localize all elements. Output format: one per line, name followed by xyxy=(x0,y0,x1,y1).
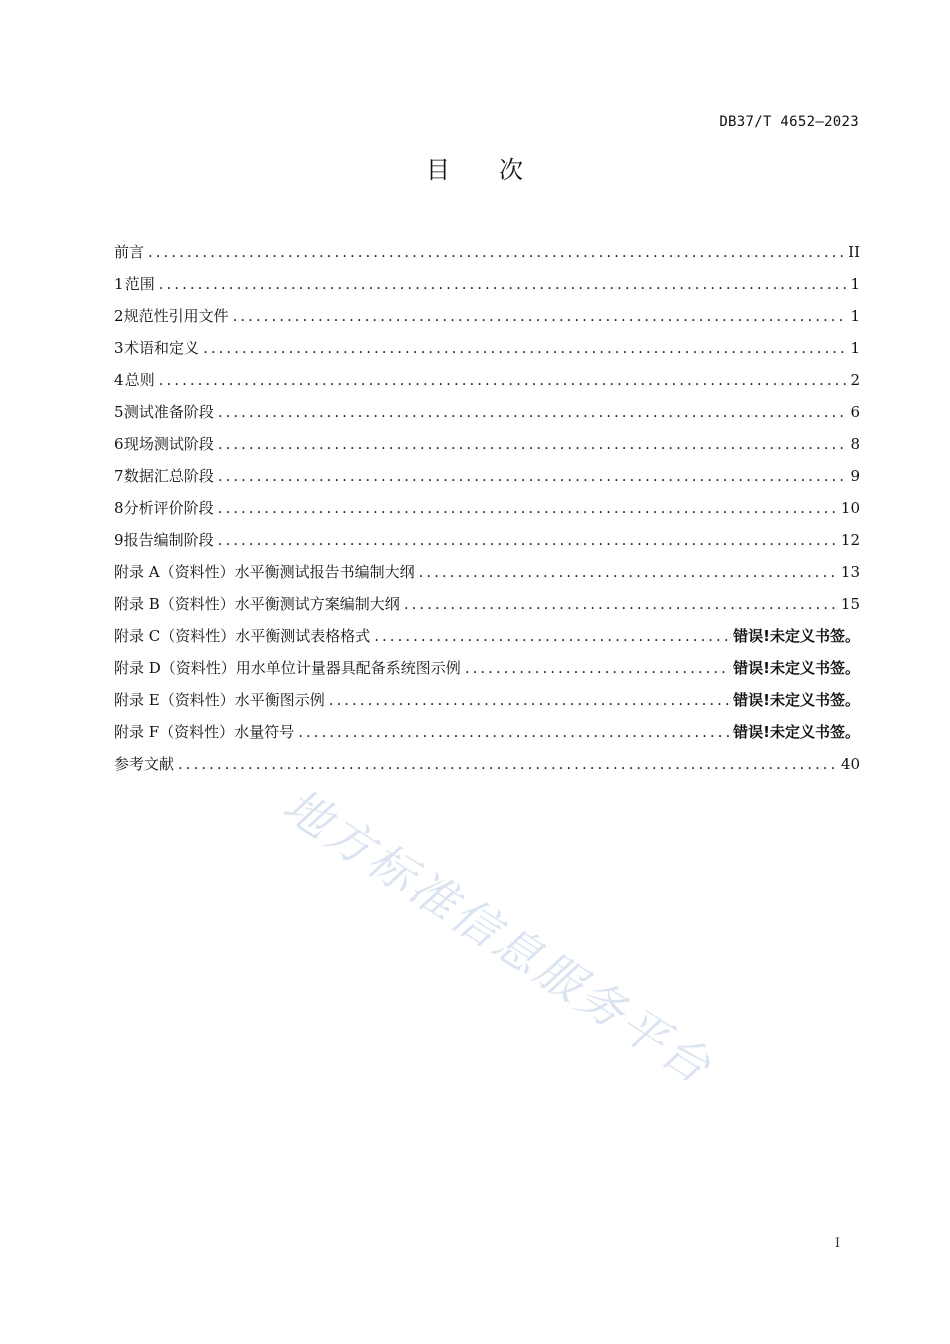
toc-leader-dots xyxy=(218,428,847,460)
toc-entry-number: 6 xyxy=(114,435,124,453)
toc-entry-number: 9 xyxy=(114,531,124,549)
toc-entry-number: 8 xyxy=(114,499,124,517)
toc-entry-field-testing[interactable] xyxy=(114,428,860,460)
toc-bookmark-error: 错误!未定义书签。 xyxy=(733,723,860,741)
toc-entry-page: 15 xyxy=(840,595,860,613)
toc-entry-terms[interactable] xyxy=(114,332,860,364)
toc-entry-label: 总则 xyxy=(124,371,155,389)
toc-entry-appendix-d[interactable] xyxy=(114,652,860,684)
toc-entry-label: 水平衡测试方案编制大纲 xyxy=(234,595,400,613)
toc-entry-label: 分析评价阶段 xyxy=(123,499,214,517)
toc-entry-page: 6 xyxy=(850,403,860,421)
toc-entry-appendix-f[interactable] xyxy=(114,716,860,748)
toc-entry-label: 用水单位计量器具配备系统图示例 xyxy=(235,659,461,677)
toc-leader-dots xyxy=(233,300,847,332)
toc-entry-page: 1 xyxy=(850,339,860,357)
toc-entry-page: 1 xyxy=(850,275,860,293)
toc-entry-data-summary[interactable] xyxy=(114,460,860,492)
toc-entry-report[interactable] xyxy=(114,524,860,556)
toc-entry-label: 参考文献 xyxy=(114,755,175,773)
toc-entry-page: 2 xyxy=(850,371,860,389)
toc-entry-number: 4 xyxy=(114,371,124,389)
toc-leader-dots xyxy=(159,364,847,396)
toc-leader-dots xyxy=(374,620,729,652)
toc-entry-label: 数据汇总阶段 xyxy=(123,467,214,485)
toc-entry-scope[interactable] xyxy=(114,268,860,300)
toc-appendix-tag: 附录 C（资料性） xyxy=(114,627,236,645)
toc-bookmark-error: 错误!未定义书签。 xyxy=(733,691,860,709)
toc-leader-dots xyxy=(218,460,847,492)
toc-appendix-tag: 附录 A（资料性） xyxy=(114,563,235,581)
toc-entry-page: 9 xyxy=(850,467,860,485)
toc-entry-appendix-c[interactable] xyxy=(114,620,860,652)
toc-entry-appendix-b[interactable] xyxy=(114,588,860,620)
toc-entry-number: 5 xyxy=(114,403,124,421)
toc-leader-dots xyxy=(148,236,844,268)
toc-entry-label: 现场测试阶段 xyxy=(123,435,214,453)
toc-leader-dots xyxy=(178,748,837,780)
watermark-text: 地方标准信息服务平台 xyxy=(273,777,723,1096)
toc-entry-general[interactable] xyxy=(114,364,860,396)
document-code: DB37/T 4652—2023 xyxy=(719,114,859,130)
toc-entry-number: 1 xyxy=(114,275,124,293)
toc-leader-dots xyxy=(218,524,837,556)
toc-leader-dots xyxy=(298,716,729,748)
toc-leader-dots xyxy=(218,396,847,428)
toc-leader-dots xyxy=(419,556,837,588)
toc-entry-label: 水平衡测试表格格式 xyxy=(235,627,371,645)
title-char-2: 次 xyxy=(499,156,524,184)
toc-appendix-tag: 附录 B（资料性） xyxy=(114,595,235,613)
toc-entry-page: 8 xyxy=(850,435,860,453)
toc-entry-page: 1 xyxy=(850,307,860,325)
toc-entry-normative-references[interactable] xyxy=(114,300,860,332)
toc-entry-page: 13 xyxy=(840,563,860,581)
toc-entry-appendix-a[interactable] xyxy=(114,556,860,588)
toc-entry-page: 12 xyxy=(840,531,860,549)
toc-entry-number: 3 xyxy=(114,339,124,357)
toc-entry-analysis[interactable] xyxy=(114,492,860,524)
page-number: I xyxy=(834,1236,840,1251)
toc-appendix-tag: 附录 D（资料性） xyxy=(114,659,236,677)
toc-entry-page: II xyxy=(848,243,860,261)
toc-appendix-tag: 附录 F（资料性） xyxy=(114,723,235,741)
page-title xyxy=(0,150,950,185)
toc-entry-label: 前言 xyxy=(114,243,145,261)
toc-entry-label: 水量符号 xyxy=(234,723,295,741)
table-of-contents xyxy=(114,236,860,780)
toc-leader-dots xyxy=(159,268,847,300)
toc-leader-dots xyxy=(218,492,837,524)
toc-entry-label: 测试准备阶段 xyxy=(123,403,214,421)
toc-entry-bibliography[interactable] xyxy=(114,748,860,780)
toc-leader-dots xyxy=(203,332,846,364)
toc-entry-foreword[interactable] xyxy=(114,236,860,268)
toc-entry-label: 术语和定义 xyxy=(124,339,200,357)
toc-bookmark-error: 错误!未定义书签。 xyxy=(733,627,860,645)
toc-entry-page: 40 xyxy=(840,755,860,773)
toc-appendix-tag: 附录 E（资料性） xyxy=(114,691,235,709)
toc-entry-number: 2 xyxy=(114,307,124,325)
toc-entry-label: 规范性引用文件 xyxy=(123,307,229,325)
toc-bookmark-error: 错误!未定义书签。 xyxy=(733,659,860,677)
toc-leader-dots xyxy=(329,684,729,716)
toc-leader-dots xyxy=(404,588,837,620)
toc-entry-preparation[interactable] xyxy=(114,396,860,428)
toc-entry-label: 报告编制阶段 xyxy=(123,531,214,549)
toc-entry-label: 水平衡测试报告书编制大纲 xyxy=(234,563,415,581)
toc-entry-label: 范围 xyxy=(124,275,155,293)
toc-entry-appendix-e[interactable] xyxy=(114,684,860,716)
toc-leader-dots xyxy=(465,652,729,684)
toc-entry-number: 7 xyxy=(114,467,124,485)
toc-entry-page: 10 xyxy=(840,499,860,517)
toc-entry-label: 水平衡图示例 xyxy=(234,691,325,709)
title-char-1: 目 xyxy=(426,156,451,184)
